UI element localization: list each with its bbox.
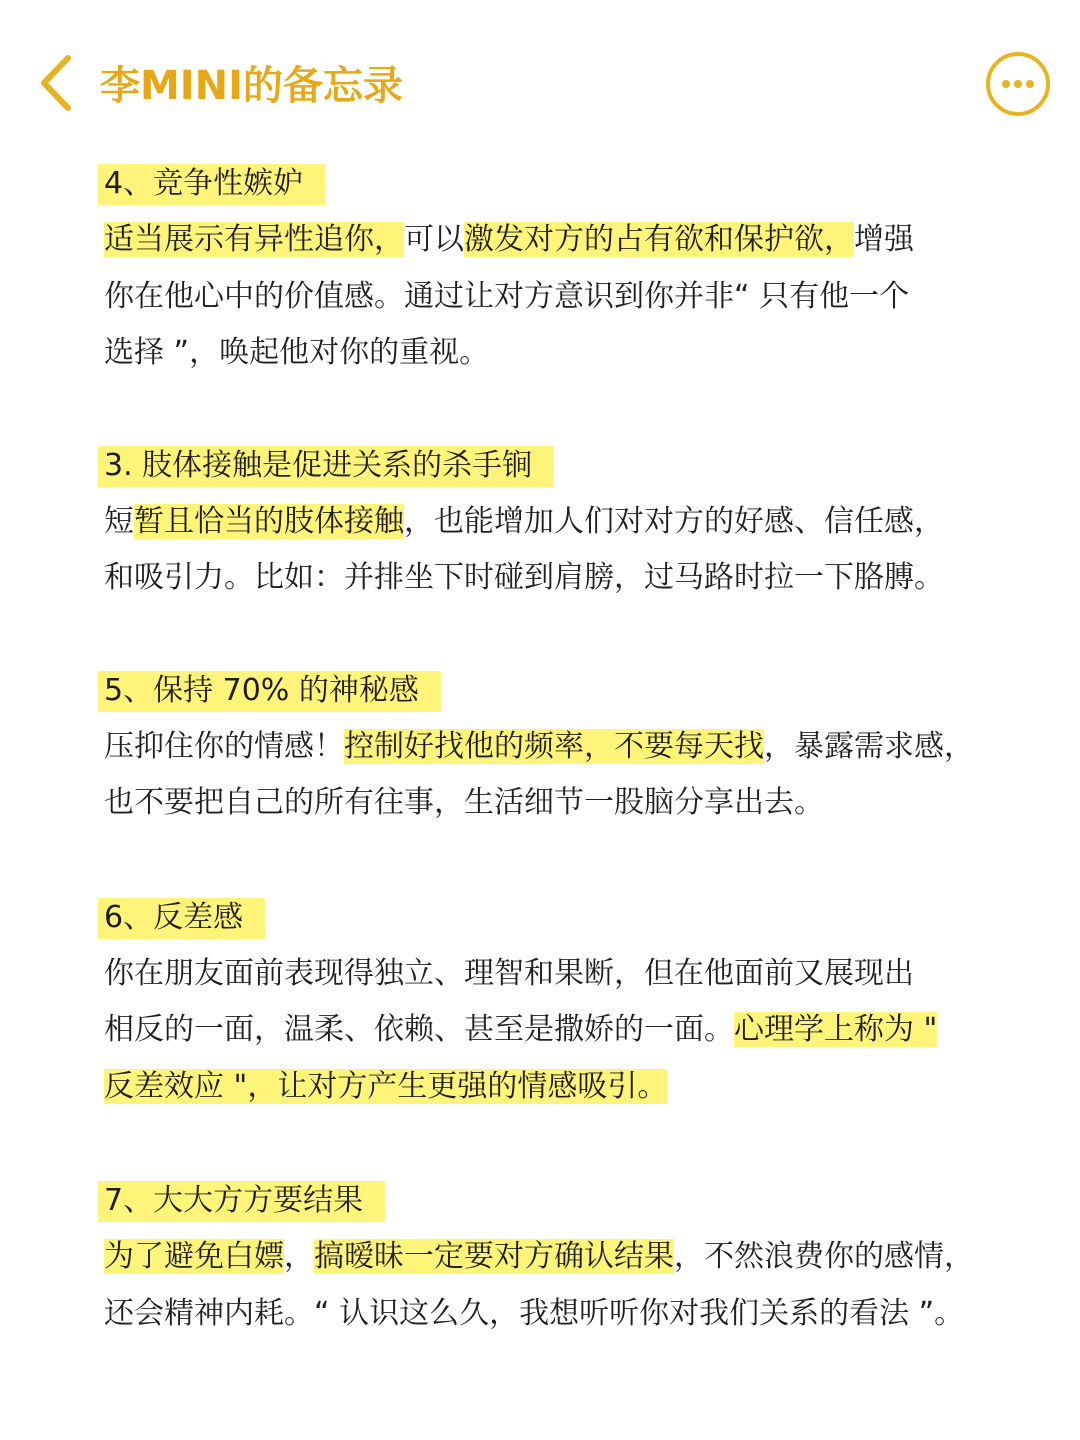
section-body <box>104 946 1034 1116</box>
section-spacer <box>104 382 1034 438</box>
section-heading <box>104 890 1034 946</box>
highlighted-text: 控制好找他的频率，不要每天找 <box>344 728 764 764</box>
section-heading-text: 6、反差感 <box>98 898 265 939</box>
section-body <box>104 719 1034 832</box>
body-text: 增强 <box>854 222 914 257</box>
section-heading <box>104 663 1034 719</box>
page-title: 李MINI的备忘录 <box>100 63 404 109</box>
note-section <box>104 1173 1034 1342</box>
section-heading <box>104 1173 1034 1229</box>
note-section <box>104 438 1034 607</box>
body-text: ，也能增加人们对对方的好感、信任感， <box>404 503 944 539</box>
highlighted-text: 暂且恰当的肢体接触 <box>134 503 404 539</box>
section-heading-text: 5、保持 70% 的神秘感 <box>98 671 441 712</box>
note-section <box>104 663 1034 832</box>
section-body <box>104 1229 1034 1342</box>
highlighted-text: 心理学上称为 " <box>734 1012 938 1047</box>
section-heading <box>104 438 1034 494</box>
body-line <box>104 719 1034 776</box>
section-spacer <box>104 832 1034 890</box>
body-text: ， <box>284 1239 314 1274</box>
highlighted-text: 激发对方的占有欲和保护欲， <box>464 222 854 257</box>
body-line <box>104 946 1034 1003</box>
note-section <box>104 890 1034 1116</box>
body-text: 可以 <box>404 222 464 257</box>
body-text: 选择 ”，唤起他对你的重视。 <box>104 335 490 370</box>
section-heading-text: 4、竞争性嫉妒 <box>98 164 325 205</box>
body-text: 和吸引力。比如：并排坐下时碰到肩膀，过马路时拉一下胳膊。 <box>104 560 944 595</box>
section-heading-text: 3. 肢体接触是促进关系的杀手锏 <box>98 446 554 487</box>
note-content <box>104 156 1034 1342</box>
note-section <box>104 156 1034 382</box>
top-bar <box>0 0 1080 150</box>
body-text: ，不然浪费你的感情， <box>674 1239 974 1274</box>
body-line <box>104 1059 1034 1116</box>
more-horizontal-icon <box>990 56 1046 112</box>
section-spacer <box>104 607 1034 663</box>
body-text: 你在朋友面前表现得独立、理智和果断，但在他面前又展现出 <box>104 955 914 991</box>
body-line <box>104 1229 1034 1286</box>
body-line <box>104 269 1034 326</box>
highlighted-text: 搞暧昧一定要对方确认结果 <box>314 1239 674 1274</box>
body-text: ，暴露需求感， <box>764 728 974 764</box>
body-line <box>104 1002 1034 1059</box>
section-spacer <box>104 1115 1034 1173</box>
body-line <box>104 775 1034 832</box>
body-line <box>104 494 1034 551</box>
section-body <box>104 494 1034 607</box>
body-line <box>104 550 1034 607</box>
body-line <box>104 212 1034 269</box>
highlighted-text: 适当展示有异性追你， <box>104 222 404 257</box>
body-text: 相反的一面，温柔、依赖、甚至是撒娇的一面。 <box>104 1012 734 1047</box>
section-body <box>104 212 1034 382</box>
highlighted-text: 为了避免白嫖 <box>104 1239 284 1274</box>
body-text: 短 <box>104 503 134 539</box>
body-line <box>104 325 1034 382</box>
chevron-left-icon <box>30 50 86 120</box>
body-text: 你在他心中的价值感。通过让对方意识到你并非“ 只有他一个 <box>104 278 910 314</box>
more-button[interactable] <box>986 52 1050 116</box>
body-line <box>104 1286 1034 1343</box>
body-text: 也不要把自己的所有往事，生活细节一股脑分享出去。 <box>104 785 824 820</box>
highlighted-text: 反差效应 "，让对方产生更强的情感吸引。 <box>104 1068 668 1104</box>
body-text: 还会精神内耗。“ 认识这么久，我想听听你对我们关系的看法 ”。 <box>104 1295 965 1331</box>
section-heading-text: 7、大大方方要结果 <box>98 1181 385 1222</box>
body-text: 压抑住你的情感！ <box>104 728 344 764</box>
back-button[interactable] <box>30 50 86 120</box>
section-heading <box>104 156 1034 212</box>
